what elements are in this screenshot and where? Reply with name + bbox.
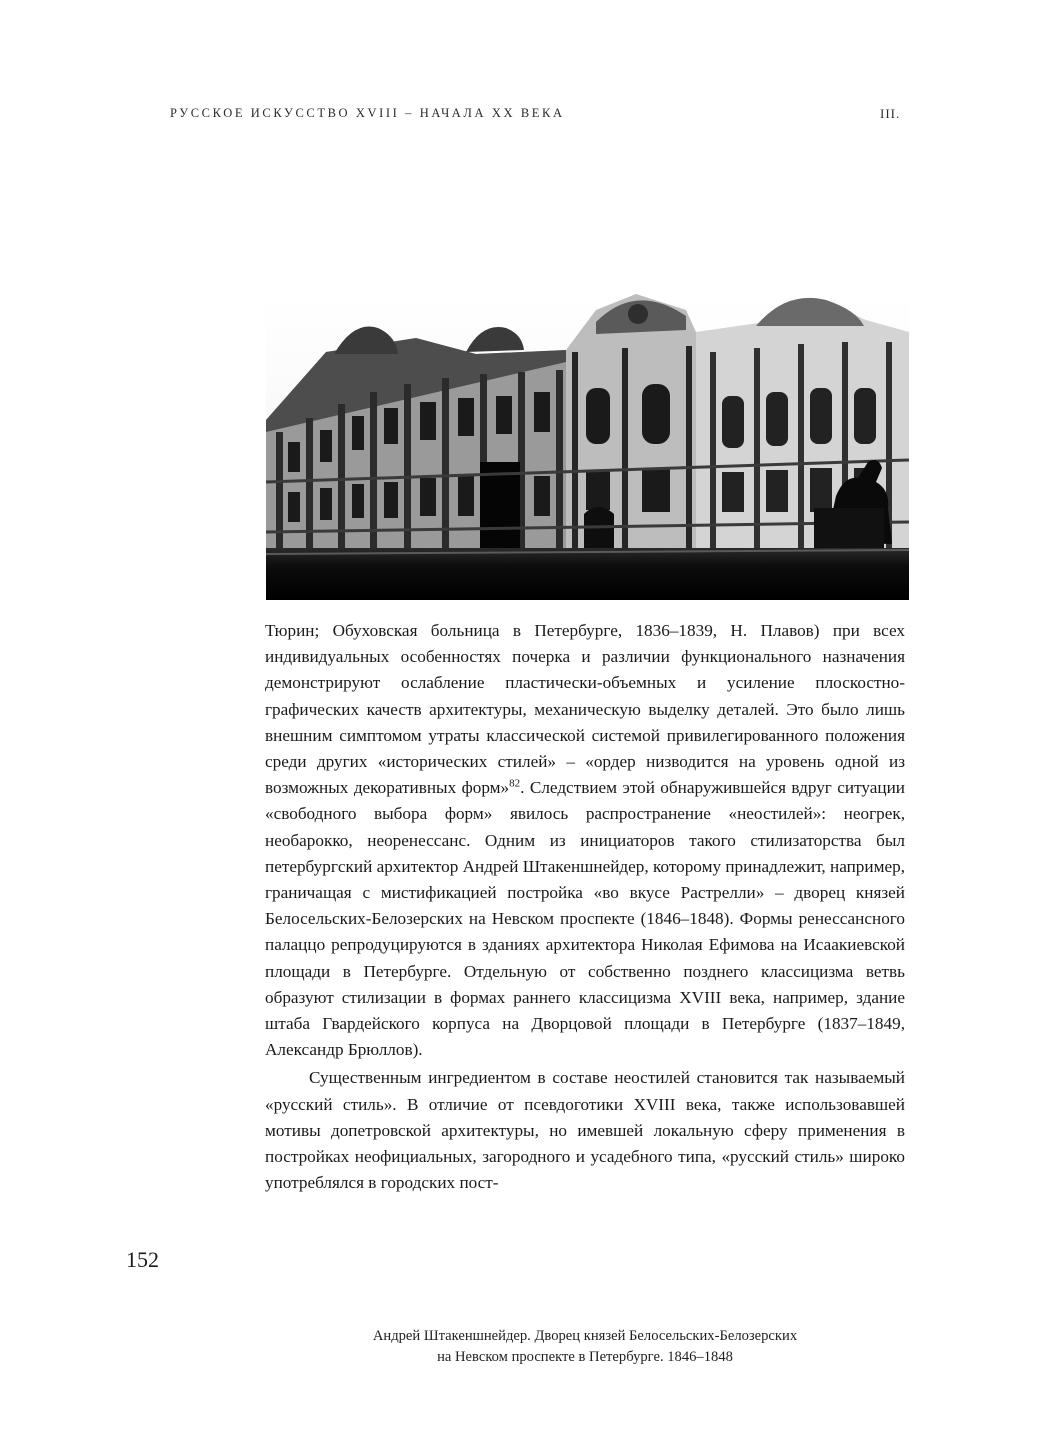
caption-line: Андрей Штакеншнейдер. Дворец князей Белосельских-Белозерских — [372, 1328, 798, 1344]
paragraph — [265, 618, 905, 1063]
section-number: III. — [880, 106, 901, 121]
paragraph: Существенным ингредиентом в составе неостилей становится так называемый «русский стиль». В отличие от псевдоготики XVIII века, также использовавшей мотивы допетровской архитектуры, но имевшей локальную сферу применения в постройках неофициальных, загородного и усадебного типа, «русский стиль» широко употреблялся в городских пост- — [265, 1068, 905, 1193]
palace-photograph — [266, 292, 909, 600]
running-head: РУССКОЕ ИСКУССТВО XVIII – НАЧАЛА XX ВЕКА — [170, 106, 565, 120]
body-text — [265, 618, 905, 1196]
paragraph-text: Тюрин; Обуховская больница в Петербурге, 1836–1839, Н. Плавов) при всех индивидуальных особенностях почерка и различии функционального назначения демонстрируют ослабление пластически-объемных и усиление плоскостно-графических качеств архитектуры, механическую выделку деталей. Это было лишь внешним симптомом утраты классической системой привилегированного положения среди других «исторических стилей» – «ордер низводится на уровень одной из возможных декоративных форм» — [265, 621, 905, 798]
footnote-ref[interactable]: 82 — [509, 777, 521, 790]
page-number: 152 — [126, 1247, 159, 1272]
photo-caption — [265, 1326, 905, 1368]
paragraph-text: . Следствием этой обнаружившейся вдруг ситуации «свободного выбора форм» явилось распространение «неостилей»: неогрек, необарокко, неоренессанс. Одним из инициаторов такого стилизаторства был петербургский архитектор Андрей Штакеншнейдер, которому принадлежит, например, граничащая с мистификацией постройка «во вкусе Растрелли» – дворец князей Белосельских-Белозерских на Невском проспекте (1846–1848). Формы ренессансного палаццо репродуцируются в зданиях архитектора Николая Ефимова на Исаакиевской площади в Петербурге. Отдельную от собственно позднего классицизма ветвь образуют стилизации в формах раннего классицизма XVIII века, например, здание штаба Гвардейского корпуса на Дворцовой площади в Петербурге (1837–1849, Александр Брюллов). — [265, 778, 905, 1060]
caption-line: на Невском проспекте в Петербурге. 1846–1848 — [437, 1349, 733, 1365]
